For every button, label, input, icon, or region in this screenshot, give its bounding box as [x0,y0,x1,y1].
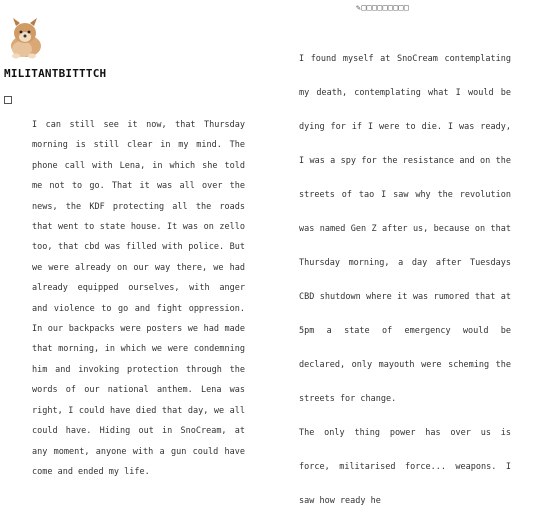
avatar[interactable] [4,16,46,60]
story-paragraph: I found myself at SnoCream contemplating my death, contemplating what I would be dying for if I were to die. I was ready, I was a spy for the resistance and on the streets of tao I saw why the revolution was named Gen Z after us, because on that Thursday morning, a day after Tuesdays CBD shutdown where it was rumored that at 5pm a state of emergency would be declared, only mayouth were scheming the streets for change. [299,54,511,404]
story-right-column [299,42,511,518]
story-left-column [32,115,245,482]
checkbox-icon[interactable] [4,96,12,104]
story-paragraph: I can still see it now, that Thursday morning is still clear in my mind. The phone call with Lena, in which she told me not to go. That it was all over the news, the KDF protecting all the roads that went to state house. It was on zello too, that cbd was filled with police. But we were already on our way there, we had already equipped ourselves, with anger and violence to go and fight oppression. In our backpacks were posters we had made that morning, in which we were condemning him and invoking protection through the words of our national anthem. Lena was right, I could have died that day, we all could have. Hiding out in SnoCream, at any moment, anyone with a gun could have come and ended my life. [32,120,245,477]
story-paragraph: The only thing power has over us is force, militarised force... weapons. I saw how ready he [299,428,511,506]
author-name[interactable]: MILITANTBITTTCH [4,67,107,80]
dog-avatar-icon [4,16,46,60]
toolbar-marks[interactable]: ✎□□□□□□□□□ [356,3,410,12]
